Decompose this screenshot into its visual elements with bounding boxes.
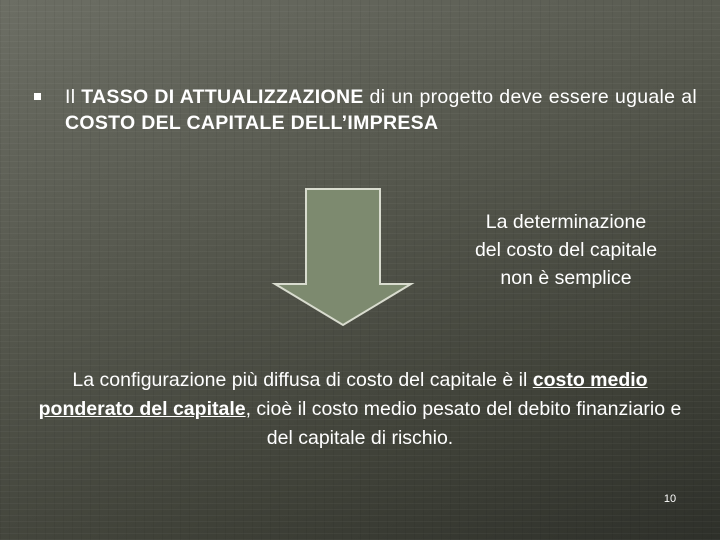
arrow-shape	[275, 189, 411, 325]
side-note-line: non è semplice	[500, 267, 632, 289]
paragraph-emphasis: costo medio ponderato del capitale	[38, 369, 648, 420]
side-note-line: del costo del capitale	[474, 239, 658, 261]
bullet-text-part: Il	[65, 86, 82, 108]
paragraph-text-part: La configurazione più diffusa di costo del capitale è il	[72, 369, 533, 391]
main-paragraph	[30, 366, 690, 453]
page-number: 10	[663, 493, 677, 505]
square-bullet-icon	[34, 93, 41, 100]
down-arrow-icon	[270, 186, 416, 328]
paragraph-text-part: , cioè il costo medio pesato del debito finanziario e del capitale di rischio.	[245, 398, 682, 449]
bullet-bold-term: COSTO DEL CAPITALE DELL’IMPRESA	[65, 112, 439, 134]
bullet-text	[65, 84, 697, 136]
bullet-text-part: di un progetto deve essere uguale al	[363, 86, 697, 108]
bullet-bold-term: TASSO DI ATTUALIZZAZIONE	[81, 86, 364, 108]
side-note-line: La determinazione	[485, 211, 647, 233]
side-note	[445, 208, 687, 292]
